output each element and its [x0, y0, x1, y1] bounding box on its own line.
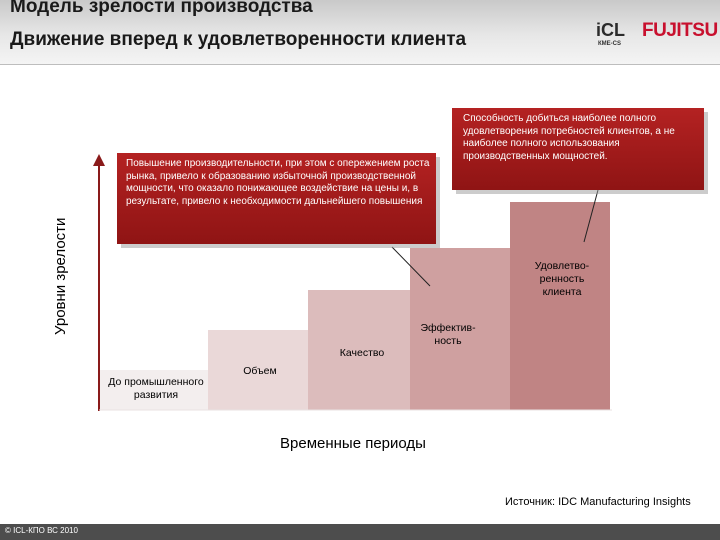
fujitsu-logo: FUJITSU	[642, 20, 718, 41]
copyright-text: © ICL-КПО ВС 2010	[5, 526, 78, 535]
step-label-pre-industrial: До промышленного развития	[108, 376, 204, 401]
page-subtitle: Движение вперед к удовлетворенности клиента	[10, 29, 467, 50]
step-label-efficiency: Эффектив-ность	[420, 322, 476, 347]
footer-bar	[0, 524, 720, 540]
page-title: Модель зрелости производства	[10, 0, 313, 17]
callout-satisfaction: Способность добиться наиболее полного удовлетворения потребностей клиентов, а не наиболее полного использования производственных мощностей.	[463, 113, 675, 162]
step-label-volume: Объем	[243, 365, 277, 377]
y-axis-label: Уровни зрелости	[52, 217, 69, 335]
icl-logo-text: iCL	[596, 20, 625, 40]
callout-productivity: Повышение производительности, при этом с опережением роста рынка, привело к образованию избыточной производственной мощности, что оказало понижающее воздействие на цены и, в результате, привело к необходимости дальнейшего повышения	[126, 158, 430, 207]
step-label-quality: Качество	[339, 347, 385, 359]
source-note: Источник: IDC Manufacturing Insights	[505, 496, 691, 508]
step-satisfaction	[510, 202, 610, 410]
step-label-satisfaction: Удовлетво-ренность клиента	[534, 260, 590, 298]
x-axis-label: Временные периоды	[280, 435, 426, 452]
icl-logo-subtitle: КМЕ-CS	[598, 41, 621, 47]
y-axis-arrow	[93, 154, 105, 166]
